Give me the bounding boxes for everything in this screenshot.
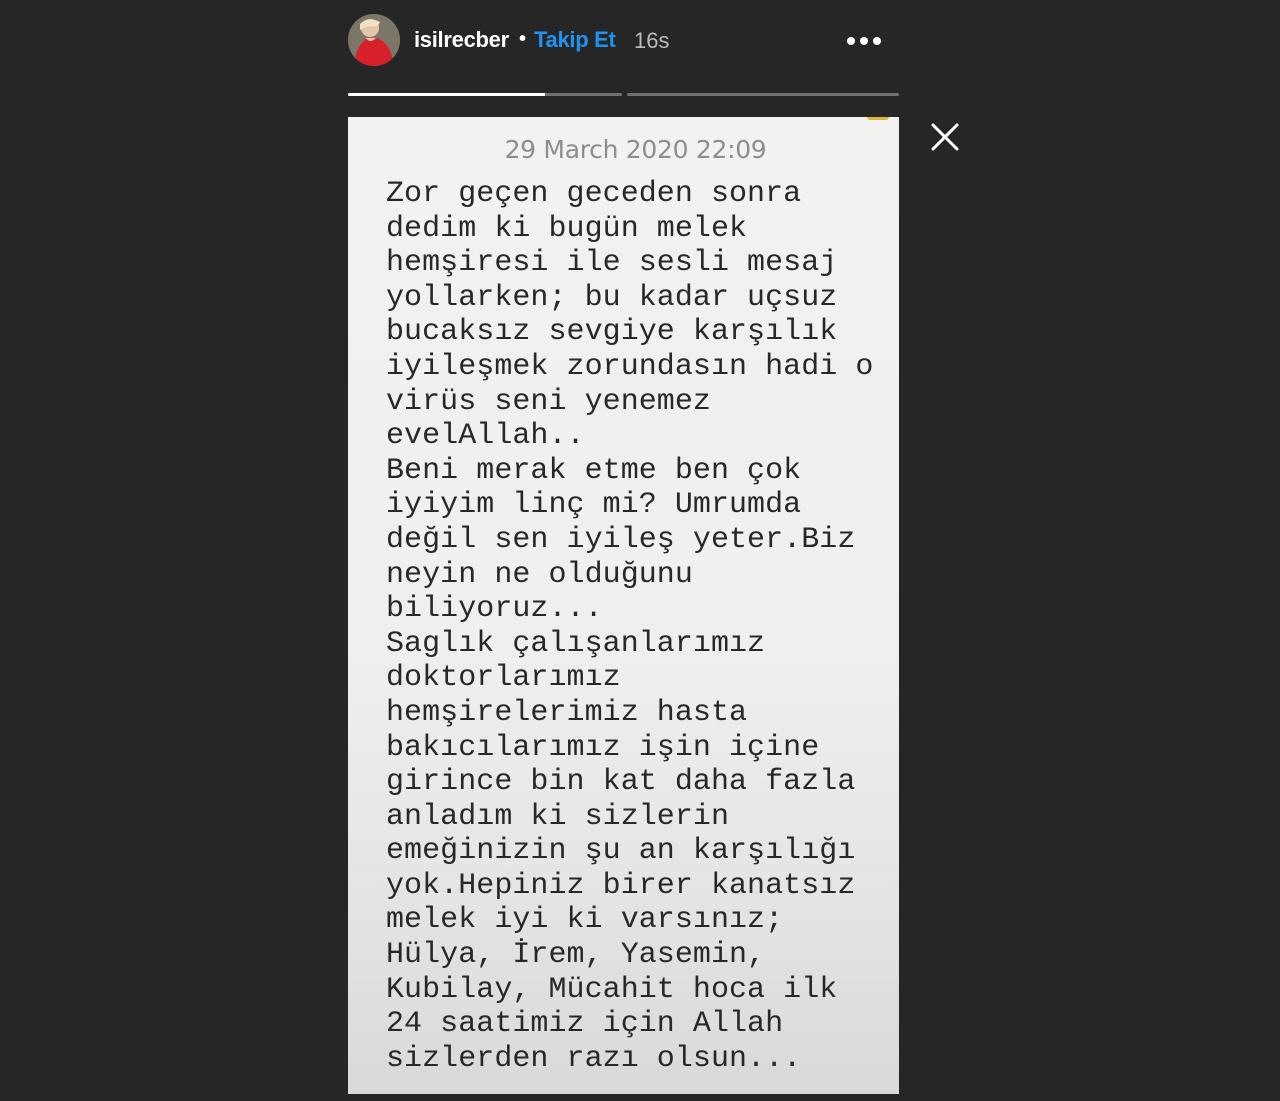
story-content[interactable] xyxy=(348,117,899,1094)
note-line: girince bin kat daha fazla xyxy=(386,765,856,800)
more-horizontal-icon xyxy=(847,37,855,45)
note-line: Beni merak etme ben çok xyxy=(386,453,802,488)
note-line: 24 saatimiz için Allah xyxy=(386,1007,784,1042)
note-date: 29 March 2020 22:09 xyxy=(504,135,767,164)
story-progress-fill xyxy=(348,93,545,96)
note-line: anladım ki sizlerin xyxy=(386,799,730,834)
note-line: neyin ne olduğunu xyxy=(386,557,693,592)
note-line: sizlerden razı olsun... xyxy=(386,1041,802,1076)
note-line: iyileşmek zorundasın hadi o xyxy=(386,349,874,384)
note-line: iyiyim linç mi? Umrumda xyxy=(386,488,802,523)
story-progress-segment xyxy=(348,93,622,96)
note-line: Saglık çalışanlarımız xyxy=(386,626,766,661)
note-line: melek iyi ki varsınız; xyxy=(386,903,784,938)
note-line: değil sen iyileş yeter.Biz xyxy=(386,522,856,557)
more-options-button[interactable] xyxy=(845,28,885,54)
time-ago: 16s xyxy=(634,28,670,53)
close-button[interactable] xyxy=(926,118,964,156)
close-icon xyxy=(926,118,964,156)
story-header xyxy=(348,14,899,68)
separator-dot: • xyxy=(519,28,527,50)
avatar[interactable] xyxy=(348,14,400,66)
note-line: biliyoruz... xyxy=(386,592,603,627)
notes-tab-marker xyxy=(867,117,889,120)
more-horizontal-icon xyxy=(873,37,881,45)
note-line: yollarken; bu kadar uçsuz xyxy=(386,280,838,315)
note-line: virüs seni yenemez xyxy=(386,384,711,419)
note-line: yok.Hepiniz birer kanatsız xyxy=(386,868,856,903)
note-line: Hülya, İrem, Yasemin, xyxy=(386,938,766,973)
more-horizontal-icon xyxy=(860,37,868,45)
follow-button[interactable]: Takip Et xyxy=(534,27,616,52)
note-line: Kubilay, Mücahit hoca ilk xyxy=(386,972,838,1007)
note-line: bucaksız sevgiye karşılık xyxy=(386,315,838,350)
note-line: emeğinizin şu an karşılığı xyxy=(386,834,856,869)
note-line: evelAllah.. xyxy=(386,419,585,454)
note-line: hemşiresi ile sesli mesaj xyxy=(386,246,838,281)
username[interactable]: isilrecber xyxy=(414,27,509,52)
note-line: dedim ki bugün melek xyxy=(386,211,748,246)
note-line: bakıcılarımız işin içine xyxy=(386,730,820,765)
note-line: doktorlarımız xyxy=(386,661,621,696)
note-line: hemşirelerimiz hasta xyxy=(386,695,748,730)
story-progress-segment xyxy=(627,93,899,96)
note-text xyxy=(386,177,899,1076)
note-line: Zor geçen geceden sonra xyxy=(386,177,802,211)
